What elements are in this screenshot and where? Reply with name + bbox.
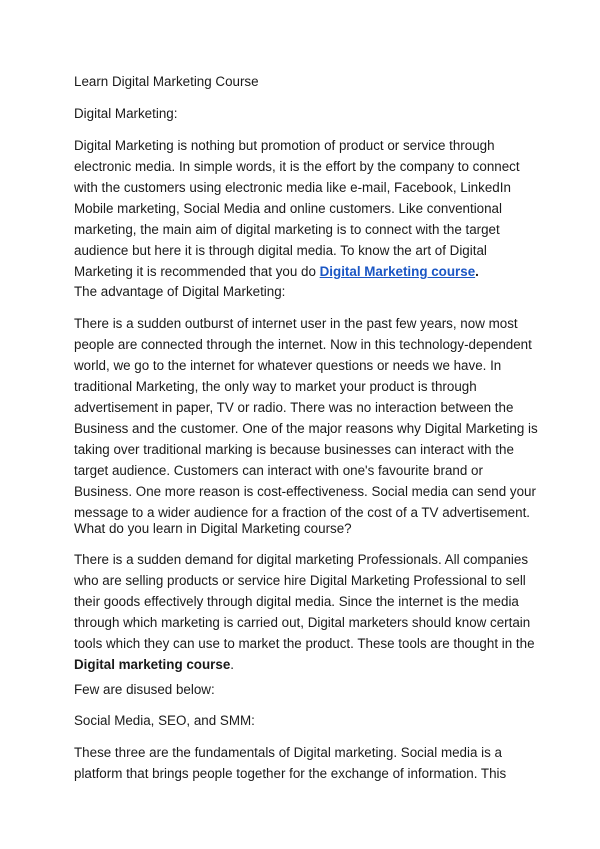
line-prefix: Marketing it is recommended that you do — [74, 264, 320, 279]
paragraph-line: Business and the customer. One of the major reasons why Digital Marketing is — [74, 421, 538, 436]
title-text: Learn Digital Marketing Course — [74, 74, 259, 89]
heading-few — [74, 679, 534, 700]
paragraph-line: tools which they can use to market the product. These tools are thought in the — [74, 636, 535, 651]
paragraph-line: advertisement in paper, TV or radio. There was no interaction between the — [74, 400, 514, 415]
paragraph-line: There is a sudden outburst of internet user in the past few years, now most — [74, 316, 518, 331]
paragraph-advantage — [74, 313, 538, 523]
heading-text: The advantage of Digital Marketing: — [74, 284, 286, 299]
paragraph-line: Business. One more reason is cost-effectiveness. Social media can send your — [74, 484, 536, 499]
heading-text: Few are disused below: — [74, 682, 215, 697]
line-suffix: . — [230, 657, 235, 672]
paragraph-line: Mobile marketing, Social Media and online customers. Like conventional — [74, 201, 502, 216]
paragraph-learn — [74, 549, 534, 675]
paragraph-line: their goods effectively through digital media. Since the internet is the media — [74, 594, 519, 609]
paragraph-line: marketing, the main aim of digital marketing is to connect with the target — [74, 222, 500, 237]
paragraph-line: These three are the fundamentals of Digital marketing. Social media is a — [74, 745, 502, 760]
digital-marketing-course-link[interactable]: Digital Marketing course — [319, 264, 476, 279]
paragraph-intro — [74, 135, 534, 282]
paragraph-line: electronic media. In simple words, it is the effort by the company to connect — [74, 159, 520, 174]
paragraph-line: taking over traditional marking is because businesses can interact with the — [74, 442, 514, 457]
heading-text: Social Media, SEO, and SMM: — [74, 713, 255, 728]
heading-social — [74, 710, 534, 731]
paragraph-line: who are selling products or service hire Digital Marketing Professional to sell — [74, 573, 526, 588]
document-title — [74, 71, 534, 92]
paragraph-line: There is a sudden demand for digital marketing Professionals. All companies — [74, 552, 529, 567]
paragraph-line-last — [74, 261, 534, 282]
paragraph-line: platform that brings people together for the exchange of information. This — [74, 766, 507, 781]
heading-digital-marketing — [74, 103, 534, 124]
paragraph-line: audience but here it is through digital media. To know the art of Digital — [74, 243, 487, 258]
paragraph-line-last — [74, 654, 534, 675]
bold-course-text: Digital marketing course — [74, 657, 231, 672]
paragraph-line: traditional Marketing, the only way to market your product is through — [74, 379, 477, 394]
paragraph-social — [74, 742, 534, 784]
paragraph-line: with the customers using electronic media like e-mail, Facebook, LinkedIn — [74, 180, 511, 195]
heading-learn — [74, 518, 534, 539]
paragraph-line: people are connected through the internet. Now in this technology-dependent — [74, 337, 532, 352]
heading-text: Digital Marketing: — [74, 106, 178, 121]
paragraph-line: message to a wider audience for a fraction of the cost of a TV advertisement. — [74, 505, 531, 520]
paragraph-line: world, we go to the internet for whatever questions or needs we have. In — [74, 358, 502, 373]
paragraph-line: Digital Marketing is nothing but promotion of product or service through — [74, 138, 495, 153]
paragraph-line: target audience. Customers can interact with one's favourite brand or — [74, 463, 483, 478]
heading-text: What do you learn in Digital Marketing course? — [74, 521, 352, 536]
line-suffix: . — [475, 264, 479, 279]
heading-advantage — [74, 281, 534, 302]
paragraph-line: through which marketing is carried out, Digital marketers should know certain — [74, 615, 531, 630]
